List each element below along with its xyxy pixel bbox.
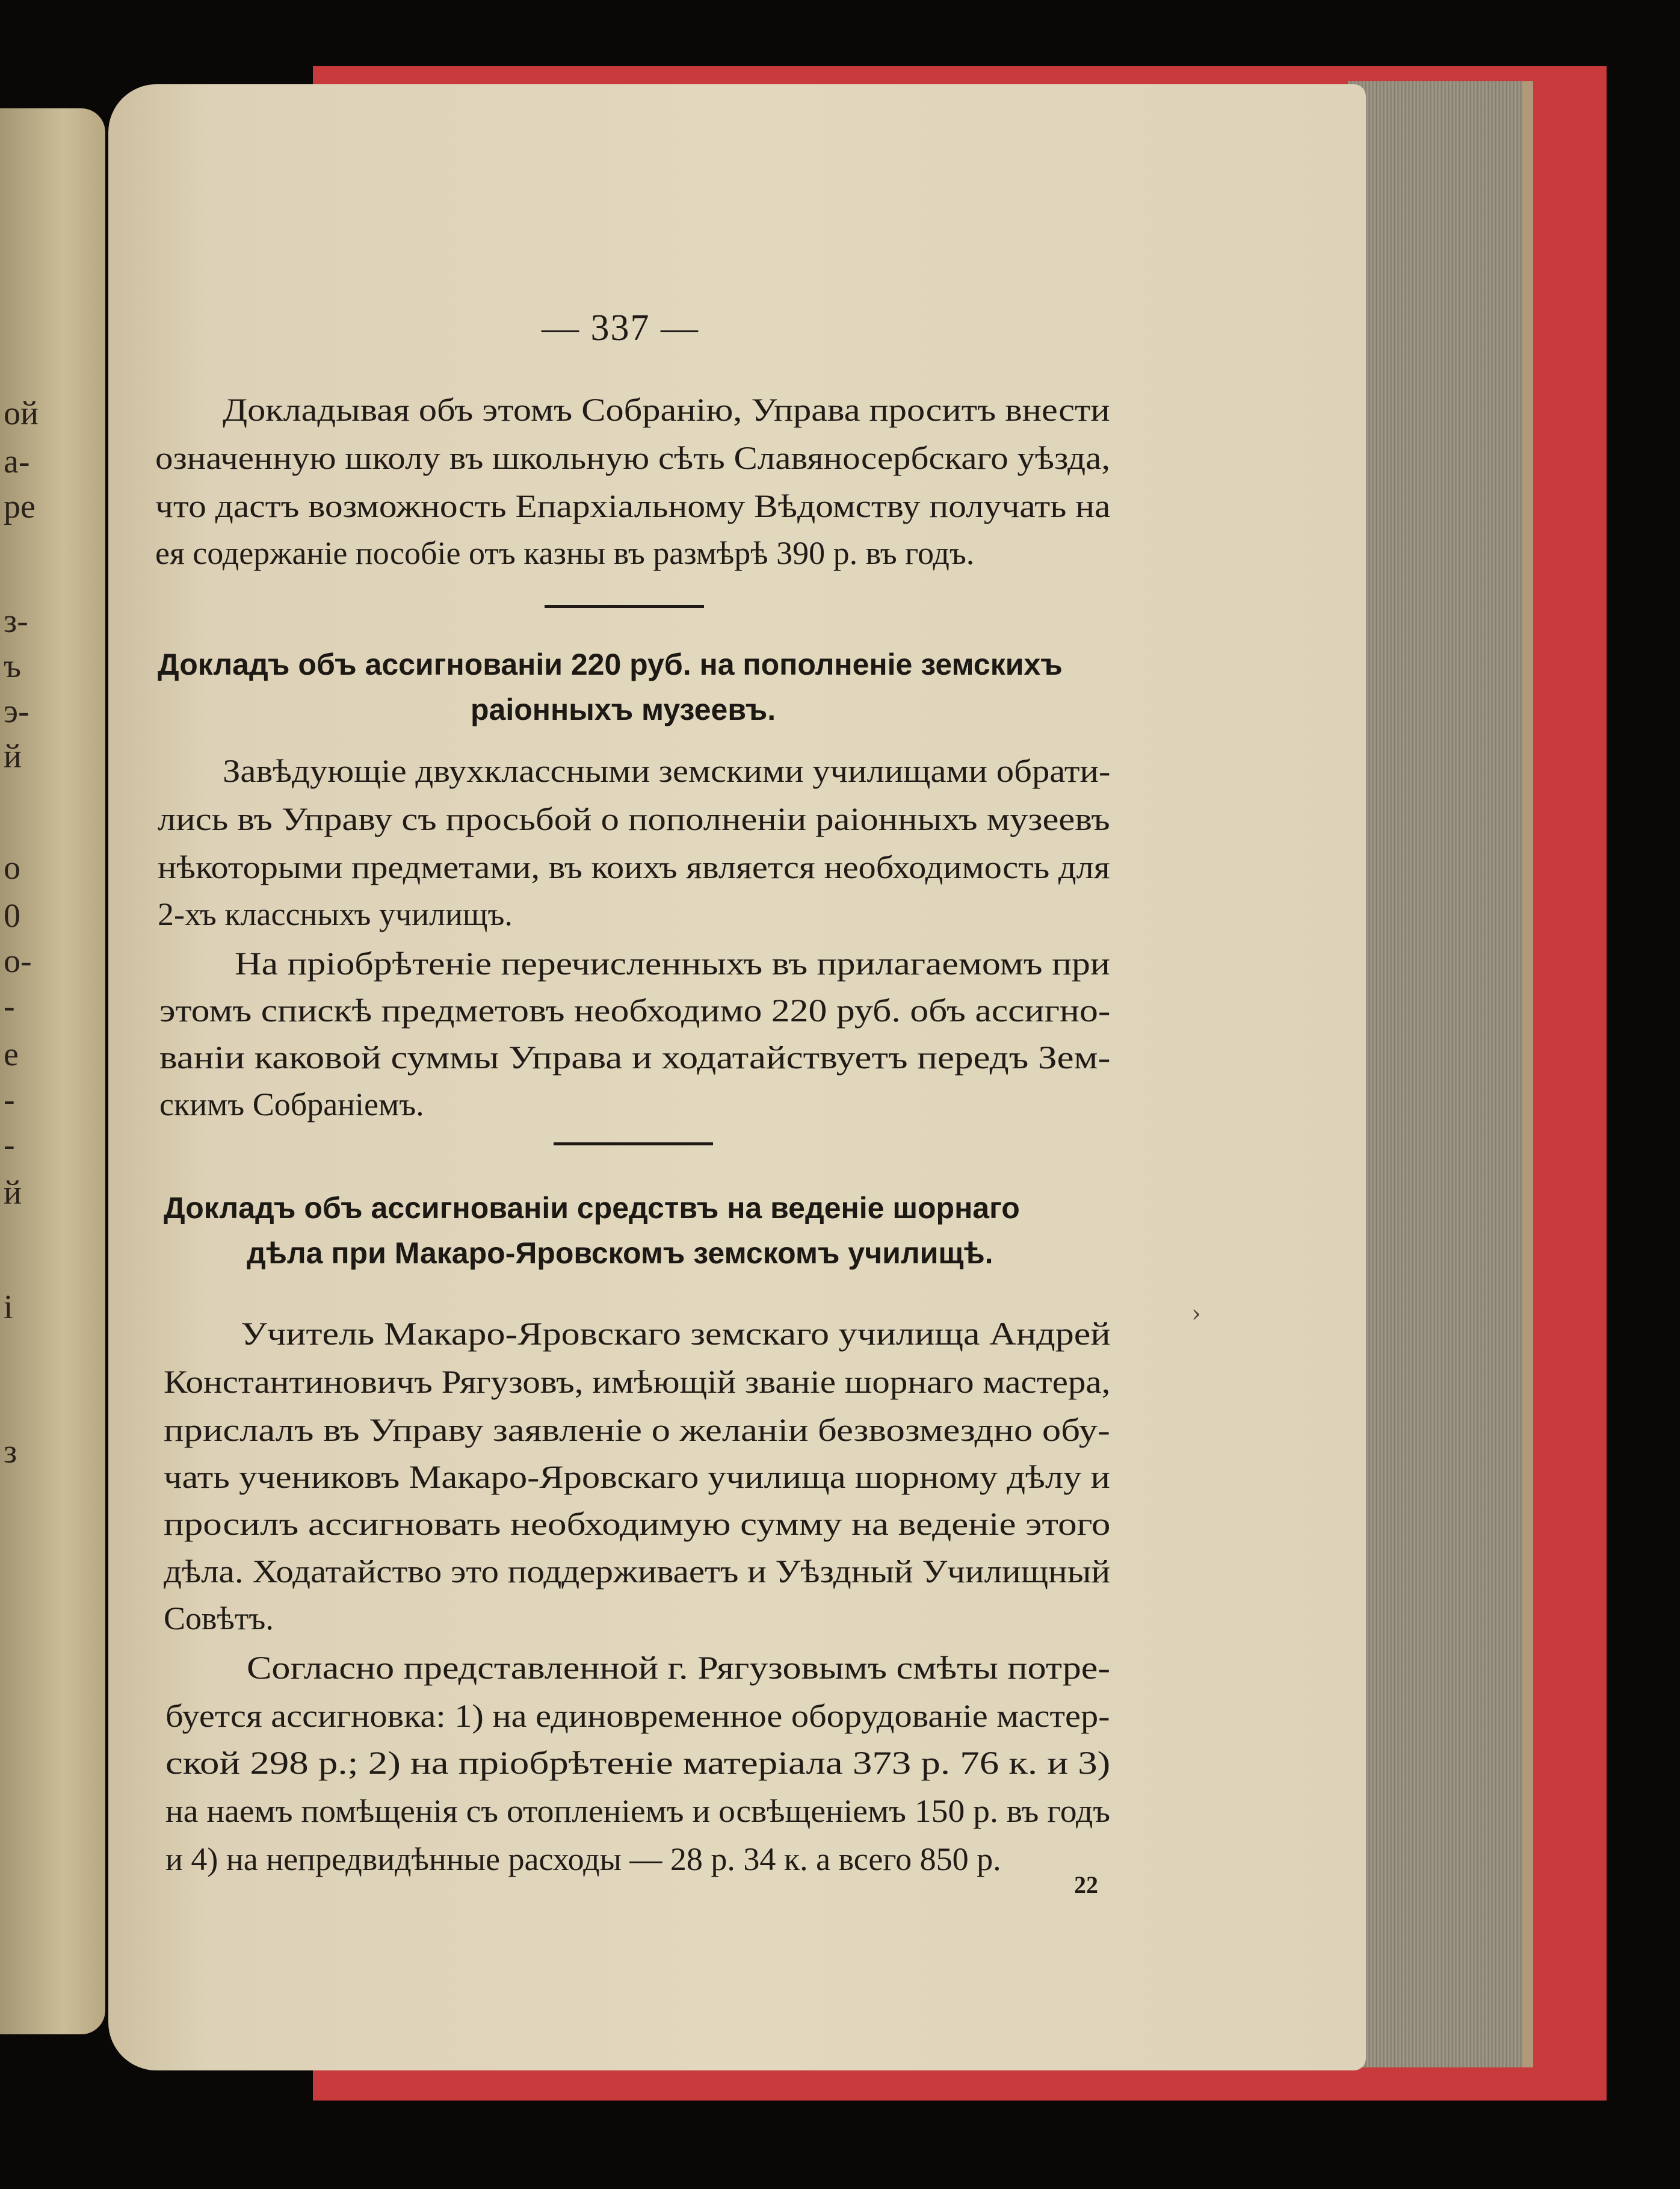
fragment-line: - bbox=[4, 1126, 15, 1163]
fragment-line: 0 bbox=[4, 897, 20, 935]
fragment-line: й bbox=[4, 1174, 22, 1212]
heading-line: раіонныхъ музеевъ. bbox=[471, 693, 776, 726]
text-line: на наемъ помѣщенія съ отопленіемъ и освѣщеніемъ 150 р. въ годъ bbox=[165, 1793, 1111, 1829]
page-block-edge bbox=[1348, 81, 1533, 2067]
fragment-line: й bbox=[4, 738, 22, 775]
text-line: скимъ Собраніемъ. bbox=[159, 1086, 424, 1122]
previous-page-edge bbox=[0, 108, 105, 2034]
text-line: На пріобрѣтеніе перечисленныхъ въ прилагаемомъ при bbox=[235, 946, 1110, 982]
text-line: нѣкоторыми предметами, въ коихъ является необходимость для bbox=[158, 849, 1110, 885]
section-divider bbox=[554, 1142, 713, 1145]
fragment-line: - bbox=[4, 1081, 15, 1118]
text-line: Константиновичъ Рягузовъ, имѣющій званіе шорнаго мастера, bbox=[164, 1364, 1111, 1400]
text-line: просилъ ассигновать необходимую сумму на веденіе этого bbox=[164, 1506, 1111, 1542]
signature-mark: 22 bbox=[1074, 1871, 1098, 1898]
text-line: и 4) на непредвидѣнные расходы — 28 р. 34 к. а всего 850 р. bbox=[165, 1841, 1001, 1877]
fragment-line: а- bbox=[4, 443, 30, 480]
fragment-line: і bbox=[4, 1289, 13, 1326]
text-line: Завѣдующіе двухклассными земскими училищами обрати- bbox=[223, 753, 1111, 789]
text-line: буется ассигновка: 1) на единовременное оборудованіе мастер- bbox=[165, 1698, 1110, 1734]
text-line: Учитель Макаро-Яровскаго земскаго училища Андрей bbox=[241, 1316, 1111, 1352]
page-number: — 337 — bbox=[542, 308, 699, 348]
text-line: дѣла. Ходатайство это поддерживаетъ и Уѣздный Училищный bbox=[164, 1553, 1111, 1590]
text-line: Совѣтъ. bbox=[164, 1600, 274, 1636]
heading-line: Докладъ объ ассигнованіи средствъ на веденіе шорнаго bbox=[164, 1191, 1020, 1225]
text-line: Докладывая объ этомъ Собранію, Управа проситъ внести bbox=[223, 392, 1110, 428]
fragment-line: о bbox=[4, 849, 20, 887]
text-line: чать учениковъ Макаро-Яровскаго училища шорному дѣлу и bbox=[164, 1459, 1110, 1495]
margin-mark: › bbox=[1191, 1300, 1201, 1328]
heading-line: Докладъ объ ассигнованіи 220 руб. на пополненіе земскихъ bbox=[158, 648, 1063, 681]
section-divider bbox=[545, 605, 704, 608]
fragment-line: з- bbox=[4, 602, 28, 640]
fragment-line: - bbox=[4, 988, 15, 1025]
text-line: ской 298 р.; 2) на пріобрѣтеніе матеріала 373 р. 76 к. и 3) bbox=[165, 1745, 1111, 1781]
heading-line: дѣла при Макаро-Яровскомъ земскомъ училищѣ. bbox=[247, 1236, 993, 1270]
text-line: Согласно представленной г. Рягузовымъ смѣты потре- bbox=[247, 1650, 1111, 1686]
fragment-line: о- bbox=[4, 943, 32, 980]
text-line: ея содержаніе пособіе отъ казны въ размѣрѣ 390 р. въ годъ. bbox=[155, 535, 975, 571]
fragment-line: з bbox=[4, 1433, 17, 1470]
text-line: этомъ спискѣ предметовъ необходимо 220 руб. объ ассигно- bbox=[159, 992, 1111, 1029]
text-line: 2-хъ классныхъ училищъ. bbox=[158, 896, 513, 932]
text-line: ваніи каковой суммы Управа и ходатайствуетъ передъ Зем- bbox=[159, 1039, 1111, 1076]
fragment-line: ре bbox=[4, 488, 36, 525]
fragment-line: ой bbox=[4, 395, 39, 432]
fragment-line: э- bbox=[4, 693, 29, 730]
fragment-line: ъ bbox=[4, 648, 21, 685]
text-line: что дастъ возможность Епархіальному Вѣдомству получать на bbox=[155, 488, 1111, 524]
text-line: прислалъ въ Управу заявленіе о желаніи безвозмездно обу- bbox=[164, 1412, 1110, 1448]
text-line: лись въ Управу съ просьбой о пополненіи раіонныхъ музеевъ bbox=[158, 801, 1110, 837]
fragment-line: е bbox=[4, 1036, 19, 1073]
text-line: означенную школу въ школьную сѣть Славяносербскаго уѣзда, bbox=[155, 440, 1111, 476]
